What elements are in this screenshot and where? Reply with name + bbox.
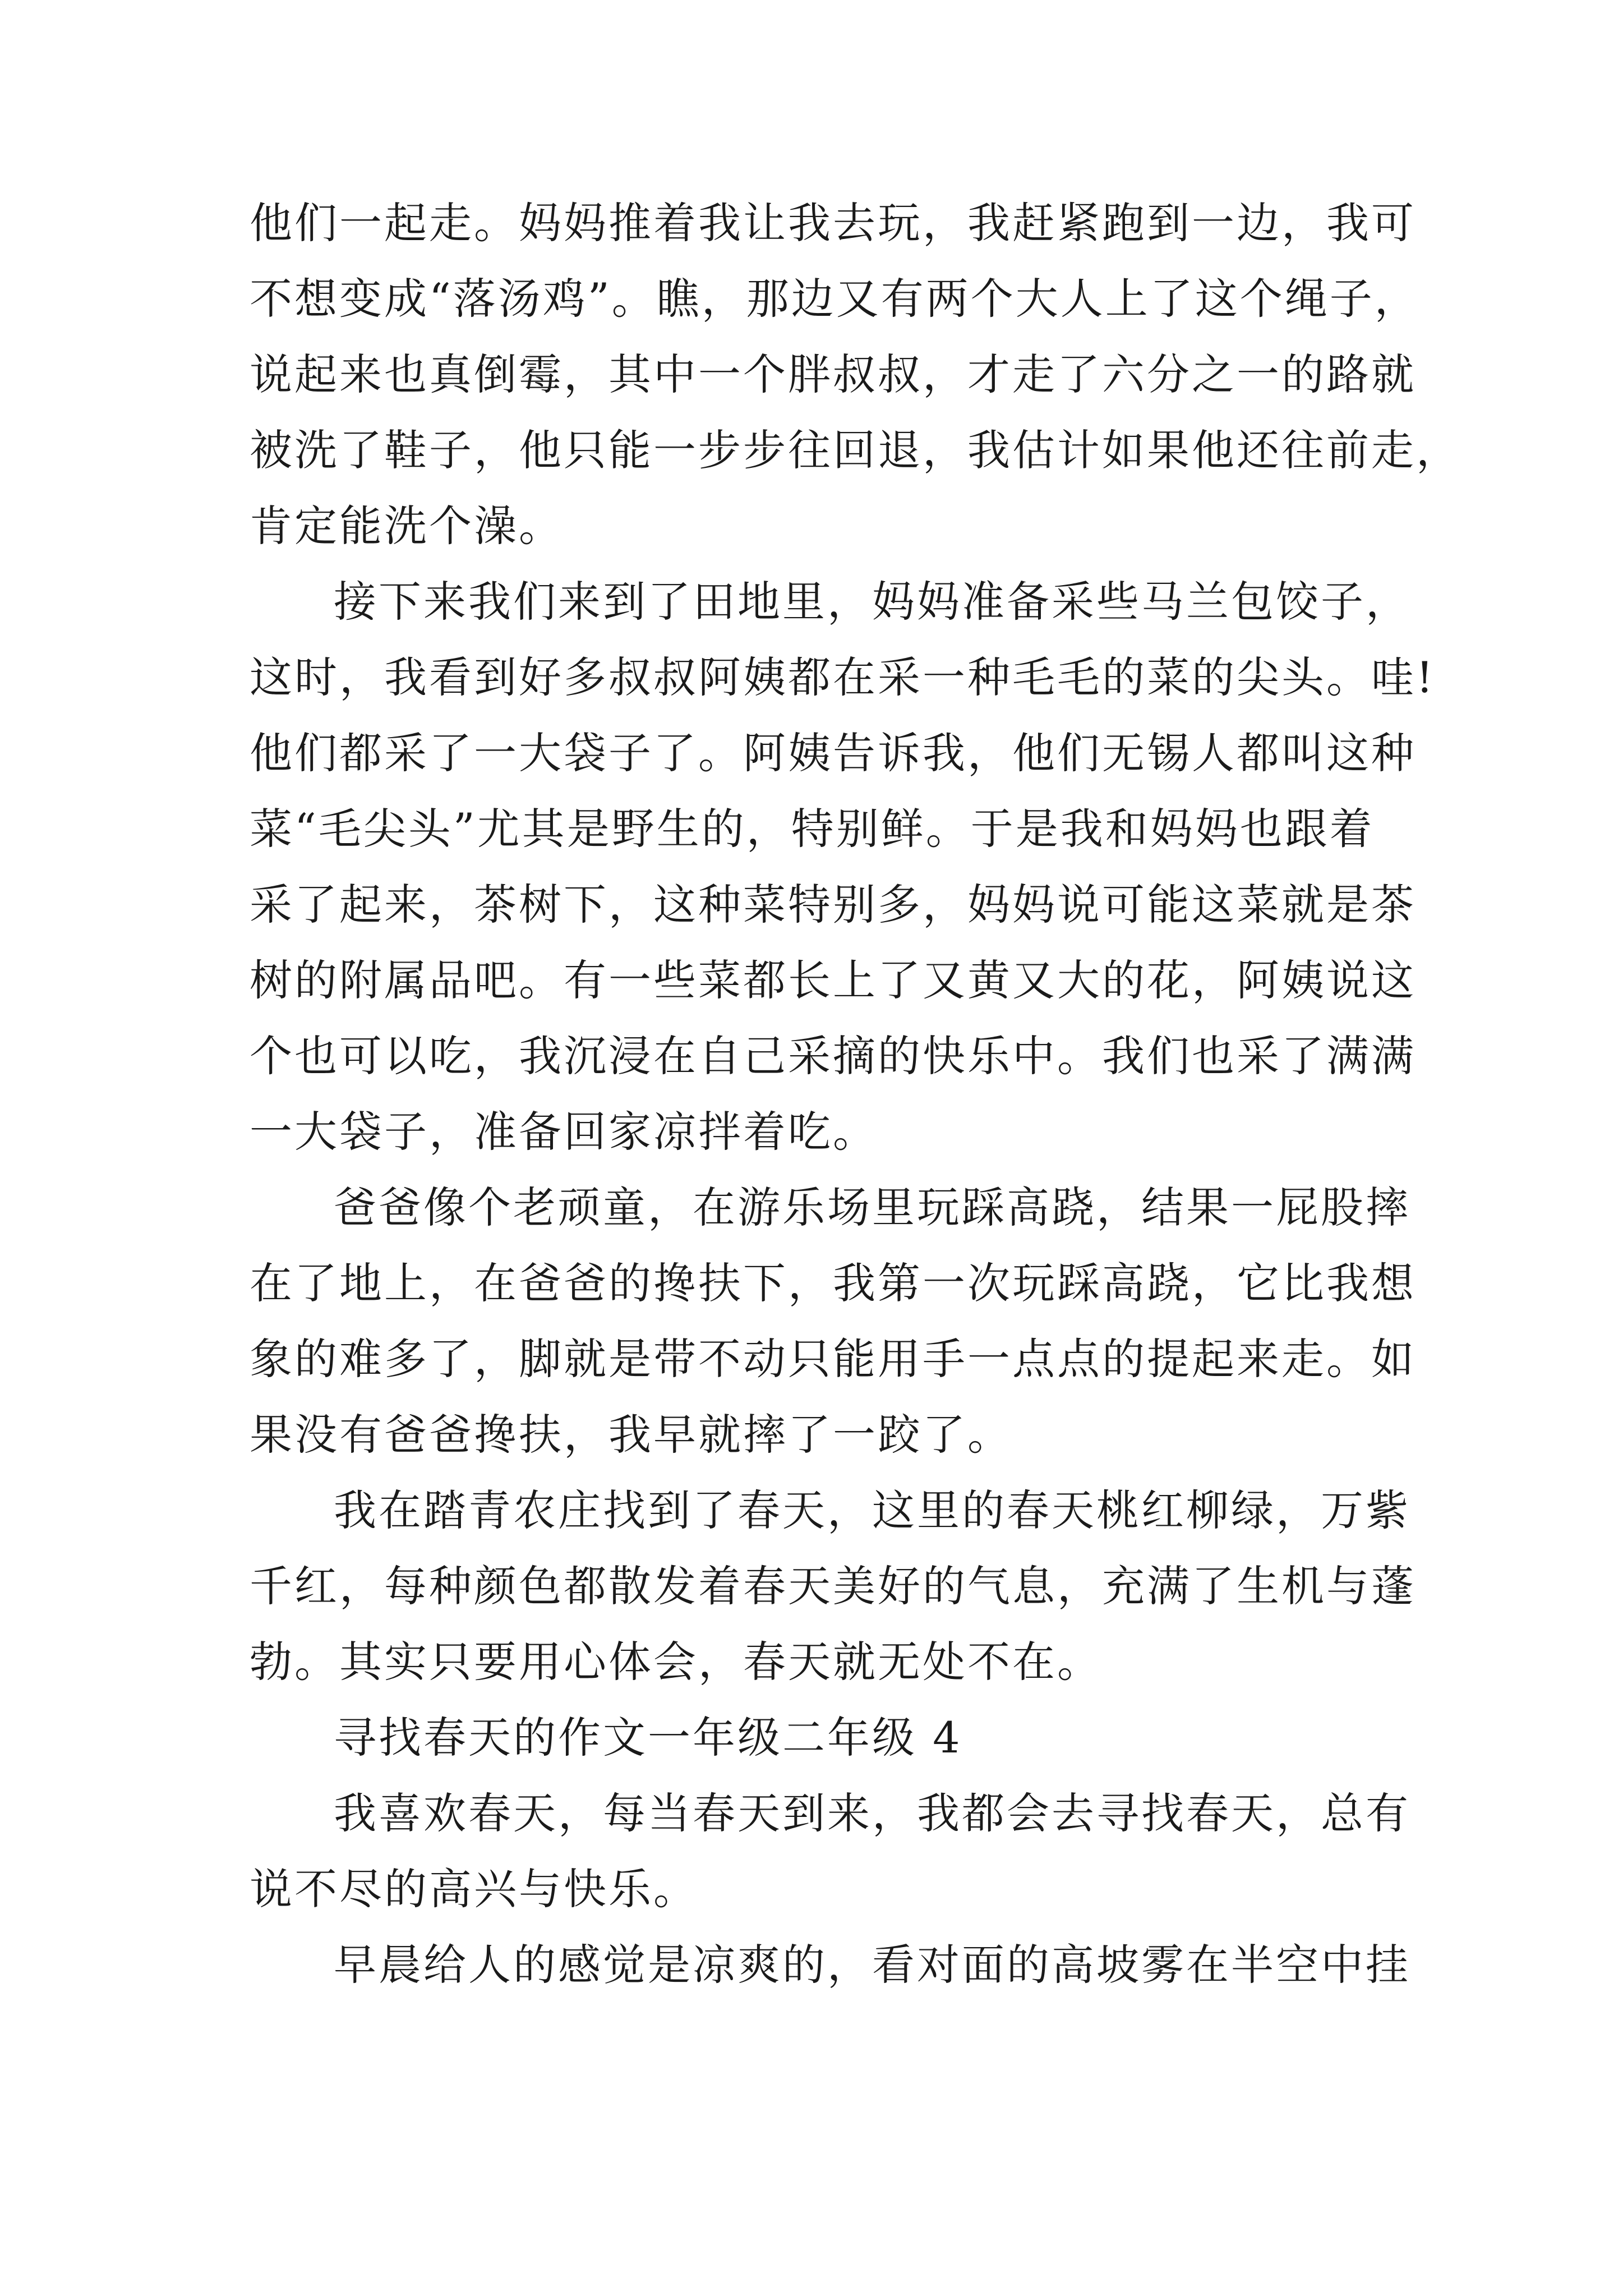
text-line: 我在踏青农庄找到了春天，这里的春天桃红柳绿，万紫 — [334, 1485, 1410, 1535]
text-line: 他们一起走。妈妈推着我让我去玩，我赶紧跑到一边，我可 — [250, 198, 1416, 248]
text-line: 菜“毛尖头”尤其是野生的，特别鲜。于是我和妈妈也跟着 — [250, 804, 1375, 854]
text-line: 个也可以吃，我沉浸在自己采摘的快乐中。我们也采了满满 — [250, 1031, 1416, 1081]
text-line: 说不尽的高兴与快乐。 — [250, 1864, 698, 1914]
text-line: 在了地上，在爸爸的搀扶下，我第一次玩踩高跷，它比我想 — [250, 1258, 1416, 1308]
text-line: 爸爸像个老顽童，在游乐场里玩踩高跷，结果一屁股摔 — [334, 1182, 1410, 1232]
text-line: 早晨给人的感觉是凉爽的，看对面的高坡雾在半空中挂 — [334, 1940, 1410, 1990]
text-line: 寻找春天的作文一年级二年级 4 — [334, 1713, 962, 1763]
text-line: 果没有爸爸搀扶，我早就摔了一跤了。 — [250, 1410, 1012, 1460]
text-line: 象的难多了，脚就是带不动只能用手一点点的提起来走。如 — [250, 1334, 1416, 1384]
text-line: 我喜欢春天，每当春天到来，我都会去寻找春天，总有 — [334, 1788, 1410, 1838]
text-line: 千红，每种颜色都散发着春天美好的气息，充满了生机与蓬 — [250, 1561, 1416, 1611]
text-line: 不想变成“落汤鸡”。瞧，那边又有两个大人上了这个绳子， — [250, 274, 1419, 324]
text-line: 被洗了鞋子，他只能一步步往回退，我估计如果他还往前走， — [250, 425, 1461, 475]
text-line: 接下来我们来到了田地里，妈妈准备采些马兰包饺子， — [334, 577, 1410, 627]
text-line: 勃。其实只要用心体会，春天就无处不在。 — [250, 1637, 1102, 1687]
document-body — [250, 185, 1461, 2003]
text-line: 树的附属品吧。有一些菜都长上了又黄又大的花，阿姨说这 — [250, 955, 1416, 1005]
text-line: 一大袋子，准备回家凉拌着吃。 — [250, 1107, 878, 1157]
text-line: 说起来也真倒霉，其中一个胖叔叔，才走了六分之一的路就 — [250, 349, 1416, 399]
text-line: 这时，我看到好多叔叔阿姨都在采一种毛毛的菜的尖头。哇! — [250, 652, 1436, 702]
text-line: 采了起来，茶树下，这种菜特别多，妈妈说可能这菜就是茶 — [250, 880, 1416, 930]
text-line: 他们都采了一大袋子了。阿姨告诉我，他们无锡人都叫这种 — [250, 728, 1416, 778]
text-line: 肯定能洗个澡。 — [250, 501, 564, 551]
